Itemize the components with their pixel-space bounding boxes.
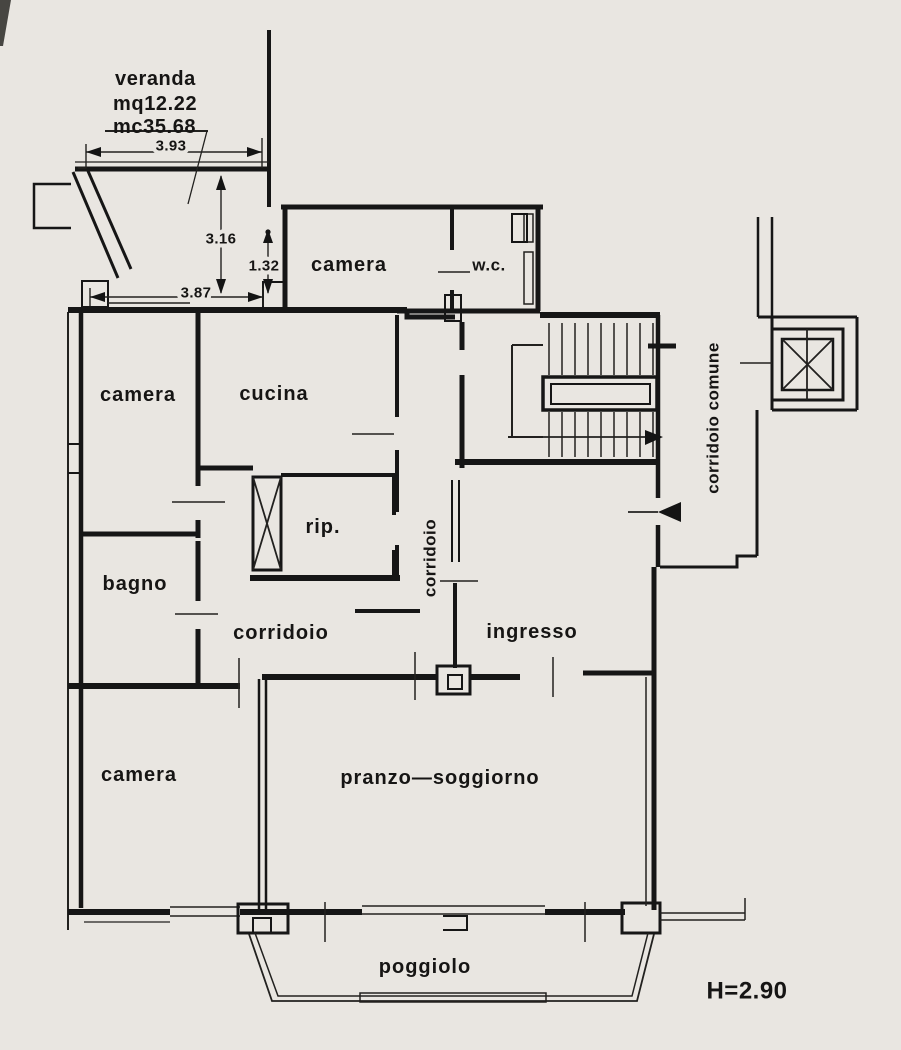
veranda-volume: mc35.68	[113, 116, 197, 138]
room-label-camera-left: camera	[99, 384, 177, 406]
room-label-corridoio: corridoio	[233, 622, 329, 644]
veranda-label: veranda	[115, 68, 196, 90]
dim-316-label: 3.16	[205, 230, 237, 248]
dim-393-label: 3.93	[155, 137, 187, 155]
room-label-corridoio-comune: corridoio comune	[703, 342, 723, 494]
room-label-rip: rip.	[305, 516, 341, 538]
room-label-pranzo-soggiorno: pranzo—soggiorno	[340, 767, 540, 789]
room-label-cucina: cucina	[239, 383, 309, 405]
dim-387-label: 3.87	[180, 284, 212, 302]
room-label-corridoio-vertical: corridoio	[420, 518, 440, 598]
room-label-camera-top: camera	[310, 254, 388, 276]
dim-132-label: 1.32	[248, 257, 280, 275]
room-label-bagno: bagno	[102, 573, 168, 595]
veranda-area: mq12.22	[113, 93, 198, 115]
ceiling-height-note: H=2.90	[706, 977, 788, 1005]
room-label-wc: w.c.	[472, 255, 506, 275]
room-label-ingresso: ingresso	[486, 621, 578, 643]
room-label-poggiolo: poggiolo	[378, 956, 472, 978]
room-label-camera-bottom: camera	[100, 764, 178, 786]
